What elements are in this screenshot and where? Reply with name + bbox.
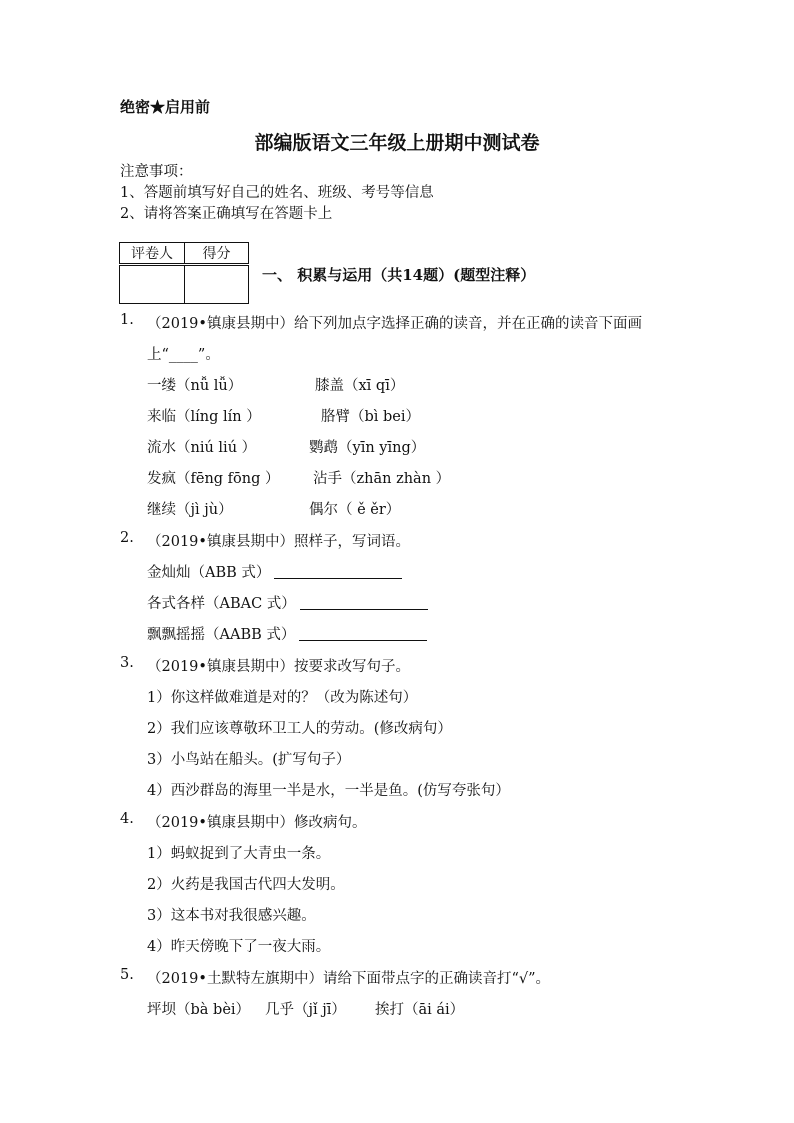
q1-pair-3-right: 鹦鹉（yīn yīng） [309, 440, 426, 456]
q1-pair-1-right: 膝盖（xī qī） [315, 378, 405, 394]
q2-item-2-answer-blank[interactable] [300, 595, 428, 610]
q3-item-4: 4）西沙群岛的海里一半是水，一半是鱼。(仿写夸张句） [147, 783, 510, 799]
q2-item-1-answer-blank[interactable] [274, 564, 402, 579]
q5-item-3: 挨打（āi ái） [375, 1002, 465, 1018]
q4-item-4: 4）昨天傍晚下了一夜大雨。 [147, 939, 331, 955]
q3-item-1: 1）你这样做难道是对的？（改为陈述句） [147, 690, 418, 706]
q1-pair-1-left: 一缕（nǚ lǚ） [147, 378, 243, 394]
confidential-label: 绝密★启用前 [120, 98, 211, 116]
q3-item-2: 2）我们应该尊敬环卫工人的劳动。(修改病句） [147, 721, 452, 737]
question-4-number: 4. [120, 811, 134, 827]
q1-pair-5-left: 继续（jì jù） [147, 502, 233, 518]
q1-pair-2-left: 来临（líng lín ） [147, 409, 261, 425]
q2-item-2-label: 各式各样（ABAC 式） [147, 596, 296, 612]
note-item-2: 2、请将答案正确填写在答题卡上 [120, 206, 333, 222]
q1-pair-2-right: 胳臂（bì bei） [321, 409, 421, 425]
q2-item-3 [147, 623, 427, 644]
question-5-number: 5. [120, 967, 134, 983]
q2-item-3-answer-blank[interactable] [299, 626, 427, 641]
q5-item-1: 坪坝（bà bèi） [147, 1002, 251, 1018]
score-col-label: 得分 [185, 243, 249, 265]
q2-item-3-label: 飘飘摇摇（AABB 式） [147, 627, 296, 643]
q2-item-1 [147, 561, 402, 582]
question-2-number: 2. [120, 530, 134, 546]
exam-title: 部编版语文三年级上册期中测试卷 [254, 132, 540, 154]
note-item-1: 1、答题前填写好自己的姓名、班级、考号等信息 [120, 185, 434, 201]
grader-table [119, 242, 249, 304]
question-1-text-cont: 上“____”。 [147, 347, 220, 363]
score-cell[interactable] [185, 265, 249, 304]
grader-cell[interactable] [120, 265, 185, 304]
q5-item-2: 几乎（jǐ jī） [265, 1002, 346, 1018]
notes-heading: 注意事项： [120, 164, 193, 180]
grader-col-label: 评卷人 [120, 243, 185, 265]
q3-item-3: 3）小鸟站在船头。(扩写句子） [147, 752, 351, 768]
q4-item-2: 2）火药是我国古代四大发明。 [147, 877, 345, 893]
q4-item-3: 3）这本书对我很感兴趣。 [147, 908, 316, 924]
section-title: 一、 积累与运用（共14题）(题型注释） [262, 266, 536, 284]
q1-pair-3-left: 流水（niú liú ） [147, 440, 257, 456]
q2-item-2 [147, 592, 428, 613]
question-1-text: （2019•镇康县期中）给下列加点字选择正确的读音，并在正确的读音下面画 [147, 316, 642, 332]
q1-pair-4-right: 沾手（zhān zhàn ） [313, 471, 451, 487]
q1-pair-4-left: 发疯（fēng fōng ） [147, 471, 280, 487]
question-2-text: （2019•镇康县期中）照样子，写词语。 [147, 534, 410, 550]
q4-item-1: 1）蚂蚁捉到了大青虫一条。 [147, 846, 331, 862]
q1-pair-5-right: 偶尔（ ě ěr） [309, 502, 401, 518]
q2-item-1-label: 金灿灿（ABB 式） [147, 565, 271, 581]
question-3-text: （2019•镇康县期中）按要求改写句子。 [147, 659, 410, 675]
question-1-number: 1. [120, 312, 134, 328]
question-3-number: 3. [120, 655, 134, 671]
question-4-text: （2019•镇康县期中）修改病句。 [147, 815, 367, 831]
question-5-text: （2019•土默特左旗期中）请给下面带点字的正确读音打“√”。 [147, 971, 551, 987]
